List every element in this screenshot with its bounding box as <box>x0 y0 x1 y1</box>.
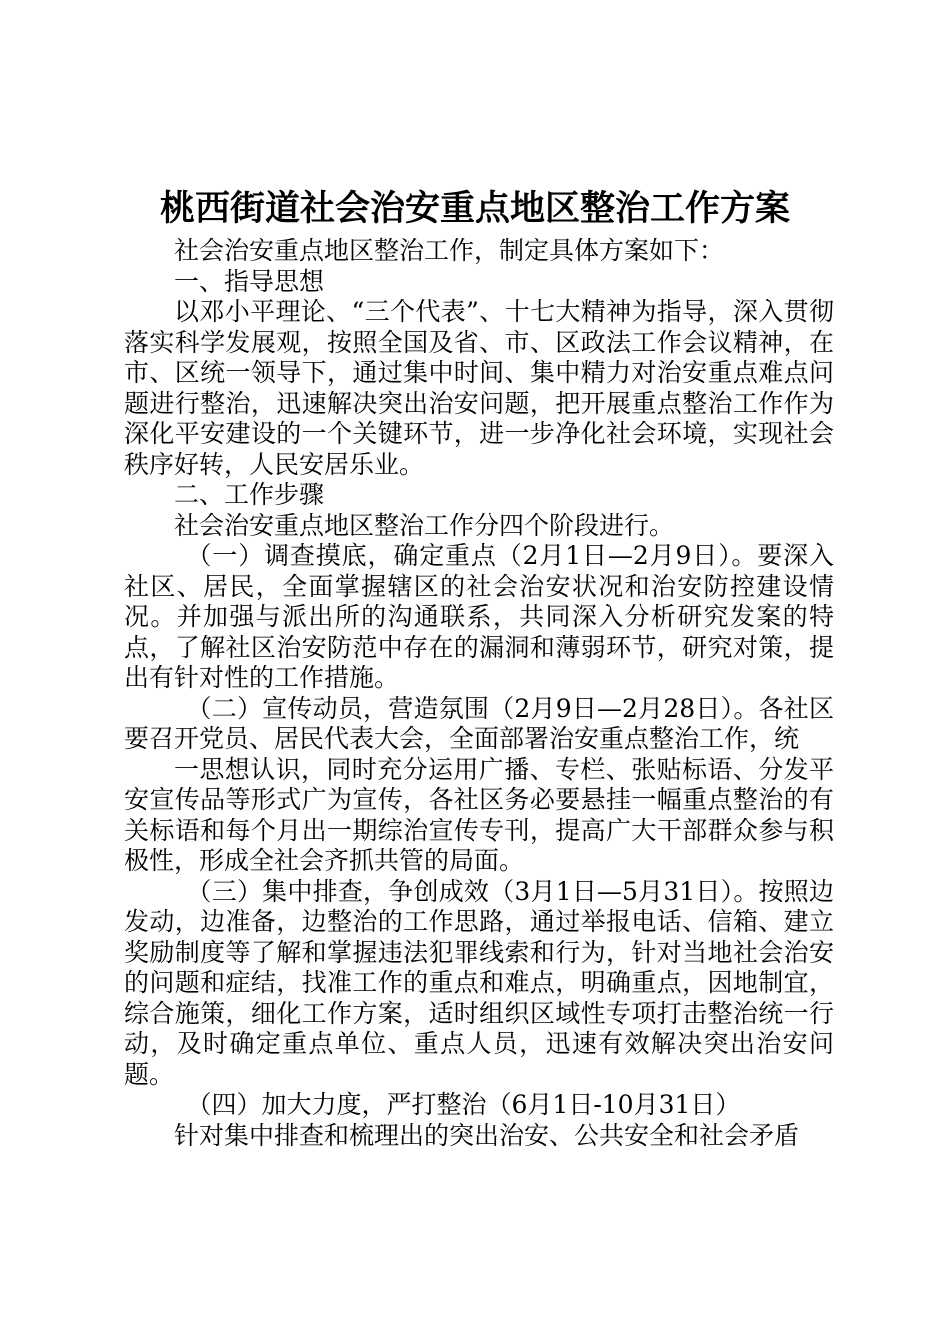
step-two-paragraph: （二）宣传动员，营造氛围（2月9日—2月28日）。各社区要召开党员、居民代表大会，全面部署治安重点整治工作，统 <box>124 693 834 753</box>
intro-paragraph: 社会治安重点地区整治工作，制定具体方案如下： <box>174 236 725 265</box>
document-title: 桃西街道社会治安重点地区整治工作方案 <box>159 188 790 229</box>
step-three-paragraph: （三）集中排查，争创成效（3月1日—5月31日）。按照边发动，边准备，边整治的工作思路，通过举报电话、信箱、建立奖励制度等了解和掌握违法犯罪线索和行为，针对当地社会治安的问题和症结，找准工作的重点和难点，明确重点，因地制宜，综合施策，细化工作方案，适时组织区域性专项打击整治统一行动，及时确定重点单位、重点人员，迅速有效解决突出治安问题。 <box>124 876 834 1089</box>
step-two-continued-paragraph: 一思想认识，同时充分运用广播、专栏、张贴标语、分发平安宣传品等形式广为宣传，各社区务必要悬挂一幅重点整治的有关标语和每个月出一期综治宣传专刊，提高广大干部群众参与积极性，形成全社会齐抓共管的局面。 <box>124 754 834 875</box>
document-body <box>124 236 834 1151</box>
step-four-heading: （四）加大力度，严打整治（6月1日-10月31日） <box>186 1090 741 1119</box>
step-four-paragraph: 针对集中排查和梳理出的突出治安、公共安全和社会矛盾 <box>174 1120 800 1150</box>
step-one-paragraph: （一）调查摸底，确定重点（2月1日—2月9日）。要深入社区、居民，全面掌握辖区的社会治安状况和治安防控建设情况。并加强与派出所的沟通联系，共同深入分析研究发案的特点，了解社区治安防范中存在的漏洞和薄弱环节，研究对策，提出有针对性的工作措施。 <box>124 541 834 692</box>
section-heading-guiding-ideology: 一、指导思想 <box>174 266 325 296</box>
guiding-ideology-paragraph: 以邓小平理论、“三个代表”、十七大精神为指导，深入贯彻落实科学发展观，按照全国及省、市、区政法工作会议精神，在市、区统一领导下，通过集中时间、集中精力对治安重点难点问题进行整治，迅速解决突出治安问题，把开展重点整治工作作为深化平安建设的一个关键环节，进一步净化社会环境，实现社会秩序好转，人民安居乐业。 <box>124 297 834 479</box>
section-heading-work-steps: 二、工作步骤 <box>174 480 325 509</box>
work-steps-intro-paragraph: 社会治安重点地区整治工作分四个阶段进行。 <box>174 510 675 540</box>
